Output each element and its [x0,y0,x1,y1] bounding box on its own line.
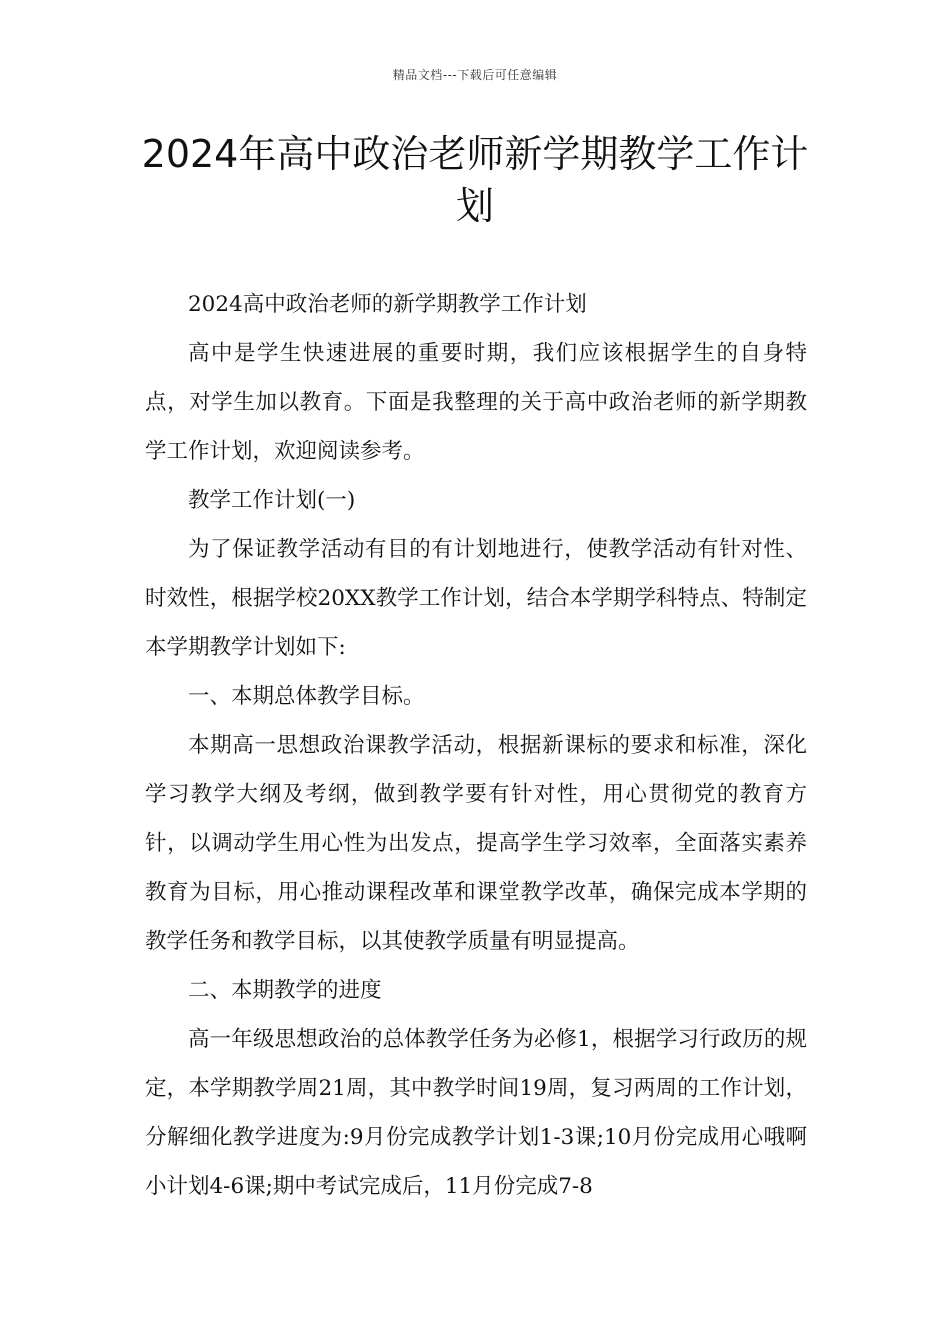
section-heading-plan-1: 教学工作计划(一) [188,488,356,513]
section-heading-goals: 一、本期总体教学目标。 [188,684,425,709]
paragraph-subtitle: 2024高中政治老师的新学期教学工作计划 [188,292,587,317]
paragraph-goals: 本期高一思想政治课教学活动，根据新课标的要求和标准，深化学习教学大纲及考纲，做到教学要有针对性，用心贯彻党的教育方针，以调动学生用心性为出发点，提高学生学习效率，全面落实素养教育为目标，用心推动课程改革和课堂教学改革，确保完成本学期的教学任务和教学目标，以其使教学质量有明显提高。 [145,733,807,954]
paragraph-progress: 高一年级思想政治的总体教学任务为必修1，根据学习行政历的规定，本学期教学周21周，其中教学时间19周，复习两周的工作计划，分解细化教学进度为:9月份完成教学计划1-3课;10月份完成用心哦啊小计划4-6课;期中考试完成后，11月份完成7-8 [145,1027,807,1199]
document-body [145,280,807,1211]
header-note: 精品文档---下载后可任意编辑 [392,68,558,82]
section-heading-progress: 二、本期教学的进度 [188,978,382,1003]
paragraph-purpose: 为了保证教学活动有目的有计划地进行，使教学活动有针对性、时效性，根据学校20XX教学工作计划，结合本学期学科特点、特制定本学期教学计划如下: [145,537,807,660]
paragraph-intro: 高中是学生快速进展的重要时期，我们应该根据学生的自身特点，对学生加以教育。下面是我整理的关于高中政治老师的新学期教学工作计划，欢迎阅读参考。 [145,341,807,464]
document-title: 2024年高中政治老师新学期教学工作计划 [141,132,809,228]
